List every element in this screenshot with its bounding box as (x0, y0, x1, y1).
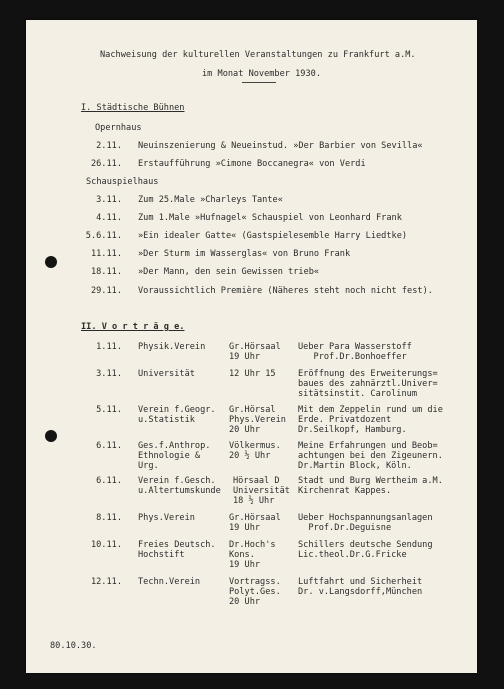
lecture-place: Vortragss. Polyt.Ges. 20 Uhr (229, 577, 281, 607)
lecture-place: Hörsaal D Universität 18 ½ Uhr (233, 476, 290, 506)
document-page (26, 20, 477, 673)
section-2-title: II. V o r t r ä g e. (81, 322, 185, 332)
header-line-1: Nachweisung der kulturellen Veranstaltungen zu Frankfurt a.M. (100, 50, 416, 60)
lecture-organizer: Techn.Verein (138, 577, 201, 587)
lecture-place: 12 Uhr 15 (229, 369, 276, 379)
lecture-organizer: Verein f.Gesch. u.Altertumskunde (138, 476, 221, 496)
stage-entry: Neuinszenierung & Neueinstud. »Der Barbier von Sevilla« (138, 141, 423, 151)
lecture-place: Gr.Hörsaal 19 Uhr (229, 513, 281, 533)
punch-hole (45, 256, 57, 268)
lecture-date: 3.11. (96, 369, 122, 379)
schauspielhaus-label: Schauspielhaus (86, 177, 159, 187)
stage-date: 11.11. (90, 249, 122, 259)
lecture-topic: Ueber Hochspannungsanlagen Prof.Dr.Deguisne (298, 513, 433, 533)
lecture-date: 6.11. (96, 441, 122, 451)
lecture-place: Gr.Hörsal Phys.Verein 20 Uhr (229, 405, 286, 435)
lecture-topic: Schillers deutsche Sendung Lic.theol.Dr.G.Fricke (298, 540, 433, 560)
stage-date: 18.11. (90, 267, 122, 277)
lecture-date: 6.11. (96, 476, 122, 486)
section-1-title: I. Städtische Bühnen (81, 103, 185, 113)
opernhaus-label: Opernhaus (95, 123, 142, 133)
lecture-place: Gr.Hörsaal 19 Uhr (229, 342, 281, 362)
stage-entry: »Der Mann, den sein Gewissen trieb« (138, 267, 320, 277)
lecture-organizer: Phys.Verein (138, 513, 195, 523)
lecture-organizer: Universität (138, 369, 195, 379)
lecture-organizer: Verein f.Geogr. u.Statistik (138, 405, 216, 425)
lecture-organizer: Freies Deutsch. Hochstift (138, 540, 216, 560)
lecture-date: 12.11. (90, 577, 122, 587)
stage-date: 29.11. (90, 286, 122, 296)
lecture-organizer: Ges.f.Anthrop. Ethnologie & Urg. (138, 441, 211, 471)
stage-entry: »Der Sturm im Wasserglas« von Bruno Frank (138, 249, 351, 259)
lecture-date: 5.11. (96, 405, 122, 415)
stage-date: 26.11. (90, 159, 122, 169)
stage-date: 2.11. (96, 141, 122, 151)
lecture-place: Völkermus. 20 ½ Uhr (229, 441, 281, 461)
lecture-topic: Luftfahrt und Sicherheit Dr. v.Langsdorff,München (298, 577, 423, 597)
lecture-organizer: Physik.Verein (138, 342, 206, 352)
punch-hole (45, 430, 57, 442)
lecture-topic: Meine Erfahrungen und Beob= achtungen bei den Zigeunern. Dr.Martin Block, Köln. (298, 441, 443, 471)
stage-date: 4.11. (96, 213, 122, 223)
stage-date: 5.6.11. (85, 231, 122, 241)
footer-date: 80.10.30. (50, 641, 97, 651)
stage-entry: »Ein idealer Gatte« (Gastspielesemble Harry Liedtke) (138, 231, 408, 241)
stage-entry: Voraussichtlich Première (Näheres steht noch nicht fest). (138, 286, 433, 296)
stage-date: 3.11. (96, 195, 122, 205)
lecture-date: 1.11. (96, 342, 122, 352)
stage-entry: Zum 1.Male »Hufnagel« Schauspiel von Leonhard Frank (138, 213, 402, 223)
lecture-date: 8.11. (96, 513, 122, 523)
lecture-topic: Ueber Para Wasserstoff Prof.Dr.Bonhoeffer (298, 342, 412, 362)
lecture-place: Dr.Hoch's Kons. 19 Uhr (229, 540, 276, 570)
lecture-topic: Stadt und Burg Wertheim a.M. Kirchenrat Kappes. (298, 476, 443, 496)
lecture-topic: Eröffnung des Erweiterungs= baues des zahnärztl.Univer= sitätsinstit. Carolinum (298, 369, 438, 399)
stage-entry: Zum 25.Male »Charleys Tante« (138, 195, 283, 205)
stage-entry: Erstaufführung »Cimone Boccanegra« von Verdi (138, 159, 366, 169)
lecture-topic: Mit dem Zeppelin rund um die Erde. Privatdozent Dr.Seilkopf, Hamburg. (298, 405, 443, 435)
header-line-2: im Monat November 1930. (202, 69, 321, 79)
lecture-date: 10.11. (90, 540, 122, 550)
header-rule (242, 82, 276, 83)
